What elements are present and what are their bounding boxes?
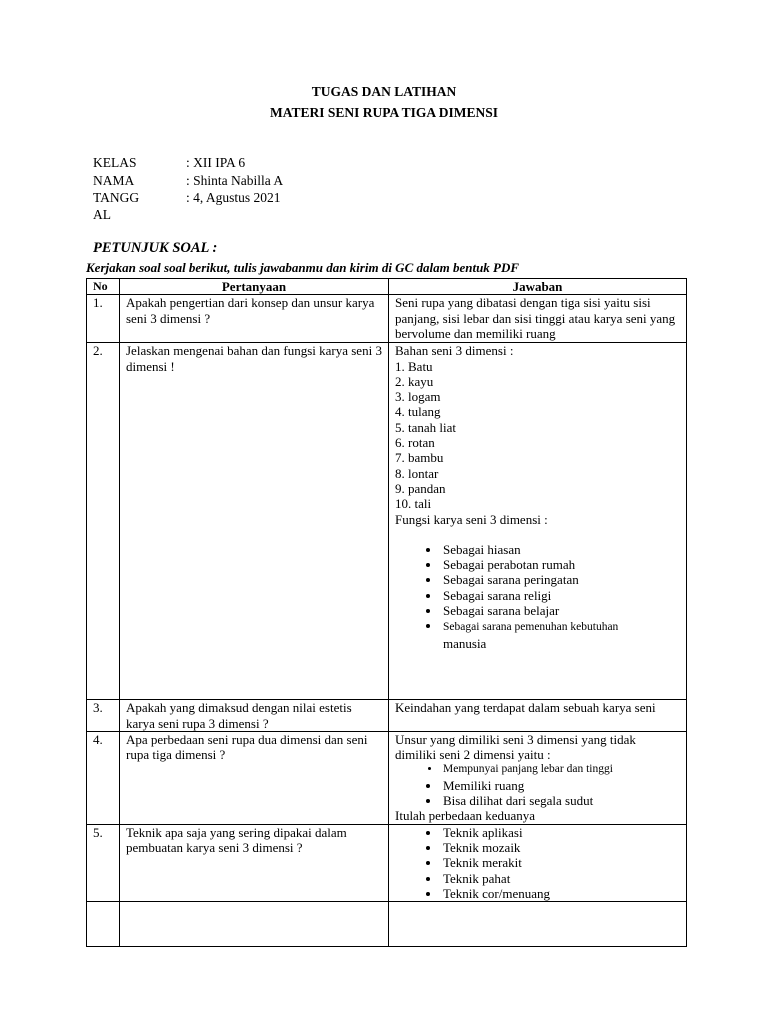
row-number: 5. bbox=[87, 824, 120, 901]
row-number: 2. bbox=[87, 343, 120, 700]
header-no: No bbox=[87, 279, 120, 295]
kelas-value: : XII IPA 6 bbox=[186, 155, 246, 170]
list-item: • Sebagai perabotan rumah bbox=[441, 557, 680, 572]
list-item: • Sebagai sarana religi bbox=[441, 588, 680, 603]
empty-cell bbox=[120, 902, 389, 947]
nama-label: NAMA bbox=[93, 173, 135, 188]
nama-value: : Shinta Nabilla A bbox=[186, 173, 284, 188]
technique-list bbox=[395, 825, 680, 901]
list-item: • Teknik cor/menuang bbox=[441, 886, 680, 901]
list-item bbox=[441, 618, 680, 651]
question-answer-table bbox=[86, 278, 687, 947]
header-jawaban: Jawaban bbox=[389, 279, 687, 295]
table-row bbox=[87, 700, 687, 732]
list-item: 2. kayu bbox=[395, 373, 434, 389]
list-item: • Bisa dilihat dari segala sudut bbox=[441, 793, 680, 808]
answer-cell bbox=[389, 824, 687, 901]
empty-table-row bbox=[87, 902, 687, 947]
list-item: 10. tali bbox=[395, 496, 432, 512]
list-item: 4. tulang bbox=[395, 404, 441, 420]
question-cell: Jelaskan mengenai bahan dan fungsi karya seni 3 dimensi ! bbox=[120, 343, 389, 700]
list-item-continuation: manusia bbox=[443, 635, 487, 651]
list-item: 8. lontar bbox=[395, 465, 439, 481]
table-row bbox=[87, 343, 687, 700]
table-row bbox=[87, 824, 687, 901]
difference-list bbox=[395, 762, 680, 808]
table-row bbox=[87, 295, 687, 343]
row-number: 1. bbox=[87, 295, 120, 343]
tanggal-label-part2: AL bbox=[93, 207, 111, 222]
tanggal-label-part1: TANGG bbox=[93, 190, 140, 205]
list-item: • Teknik merakit bbox=[441, 855, 680, 870]
list-item: • Sebagai hiasan bbox=[441, 542, 680, 557]
answer-cell: Keindahan yang terdapat dalam sebuah karya seni bbox=[389, 700, 687, 732]
answer-outro: Itulah perbedaan keduanya bbox=[395, 808, 536, 824]
list-item: • Teknik aplikasi bbox=[441, 825, 680, 840]
table-header-row bbox=[87, 279, 687, 295]
bahan-intro: Bahan seni 3 dimensi : bbox=[395, 343, 514, 359]
list-item: • Memiliki ruang bbox=[441, 778, 680, 793]
list-item: • Sebagai sarana belajar bbox=[441, 603, 680, 618]
fungsi-list bbox=[395, 542, 680, 651]
list-item: • Mempunyai panjang lebar dan tinggi bbox=[441, 762, 680, 777]
question-cell: Teknik apa saja yang sering dipakai dalam pembuatan karya seni 3 dimensi ? bbox=[120, 824, 389, 901]
question-cell: Apakah yang dimaksud dengan nilai estetis karya seni rupa 3 dimensi ? bbox=[120, 700, 389, 732]
header-pertanyaan: Pertanyaan bbox=[120, 279, 389, 295]
instruction-text: Kerjakan soal soal berikut, tulis jawabanmu dan kirim di GC dalam bentuk PDF bbox=[86, 260, 520, 275]
table-row bbox=[87, 731, 687, 824]
list-item: 5. tanah liat bbox=[395, 419, 457, 435]
answer-intro: Unsur yang dimiliki seni 3 dimensi yang tidak dimiliki seni 2 dimensi yaitu : bbox=[395, 731, 636, 763]
row-number: 3. bbox=[87, 700, 120, 732]
kelas-label: KELAS bbox=[93, 155, 137, 170]
tanggal-value: : 4, Agustus 2021 bbox=[186, 190, 281, 205]
answer-cell bbox=[389, 343, 687, 700]
row-number: 4. bbox=[87, 731, 120, 824]
empty-cell bbox=[87, 902, 120, 947]
answer-cell bbox=[389, 731, 687, 824]
answer-cell: Seni rupa yang dibatasi dengan tiga sisi yaitu sisi panjang, sisi lebar dan sisi tinggi atau karya seni yang bervolume dan memiliki ruang bbox=[389, 295, 687, 343]
question-cell: Apa perbedaan seni rupa dua dimensi dan seni rupa tiga dimensi ? bbox=[120, 731, 389, 824]
petunjuk-heading: PETUNJUK SOAL : bbox=[93, 240, 218, 256]
fungsi-intro: Fungsi karya seni 3 dimensi : bbox=[395, 511, 548, 527]
list-item: 1. Batu bbox=[395, 358, 433, 374]
list-item: • Teknik mozaik bbox=[441, 840, 680, 855]
empty-cell bbox=[389, 902, 687, 947]
list-item-small-text: Sebagai sarana pemenuhan kebutuhan bbox=[443, 621, 619, 634]
question-cell: Apakah pengertian dari konsep dan unsur karya seni 3 dimensi ? bbox=[120, 295, 389, 343]
list-item: 6. rotan bbox=[395, 435, 435, 451]
list-item: • Sebagai sarana peringatan bbox=[441, 572, 680, 587]
document-subtitle: MATERI SENI RUPA TIGA DIMENSI bbox=[269, 105, 499, 120]
list-item: 3. logam bbox=[395, 389, 441, 405]
list-item: 7. bambu bbox=[395, 450, 444, 466]
document-title: TUGAS DAN LATIHAN bbox=[311, 84, 457, 99]
list-item: • Teknik pahat bbox=[441, 871, 680, 886]
list-item: 9. pandan bbox=[395, 480, 446, 496]
